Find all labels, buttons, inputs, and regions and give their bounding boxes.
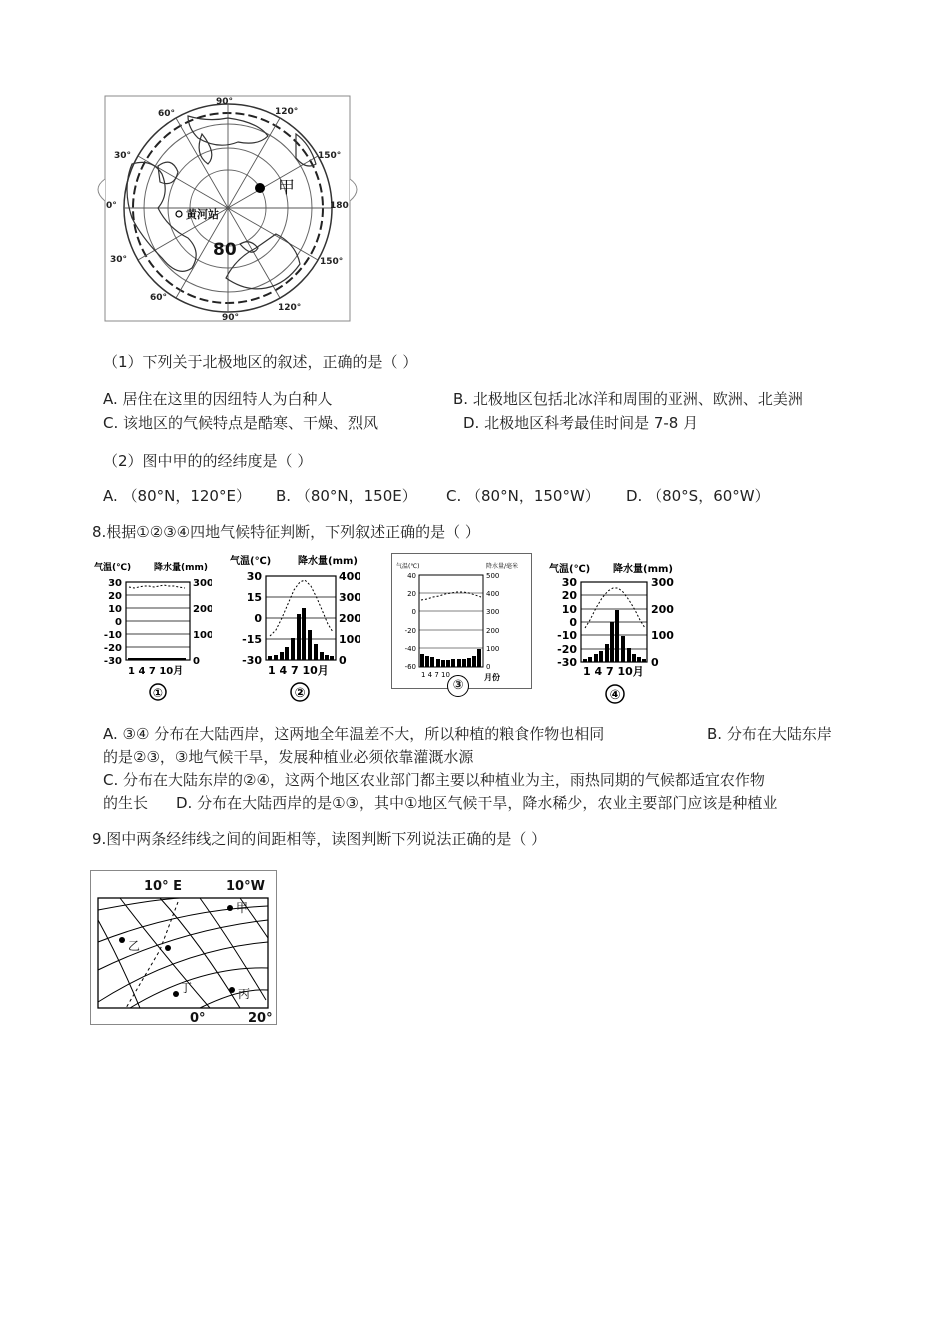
chart3-y-tick: -60 xyxy=(404,663,416,671)
chart1-y-tick: 30 xyxy=(108,578,122,589)
chart2-y2-tick: 100 xyxy=(339,633,360,646)
chart3-id: ③ xyxy=(447,675,469,697)
lon-label-0: 0° xyxy=(106,201,117,211)
chart3-x-ticks: 1 4 7 10 xyxy=(421,671,450,679)
chart3-x-label: 月份 xyxy=(484,673,500,682)
q8-option-a: A. ③④ 分布在大陆西岸，这两地全年温差不大，所以种植的粮食作物也相同 xyxy=(103,725,605,743)
arctic-polar-map xyxy=(92,94,364,324)
chart3-y-tick: 20 xyxy=(407,590,416,598)
chart1-y-tick: -20 xyxy=(103,643,122,654)
chart2-precip-label: 降水量(mm) xyxy=(298,556,358,567)
chart4-x-ticks: 1 4 7 10月 xyxy=(583,665,644,678)
q7-sub1-option-a: A. 居住在这里的因纽特人为白种人 xyxy=(103,390,333,408)
q7-sub2-option-a: A. （80°N，120°E） xyxy=(103,487,251,505)
chart4-y-tick: 10 xyxy=(561,603,577,616)
climate-chart-4 xyxy=(547,558,687,708)
grid-point-ding: 丁 xyxy=(180,981,193,995)
chart2-y2-tick: 200 xyxy=(339,612,360,625)
lon-label-90-top: 90° xyxy=(216,97,234,107)
chart3-y-tick: 40 xyxy=(407,572,416,580)
lon-label-120-top: 120° xyxy=(275,107,299,117)
lon-label-30-bottom: 30° xyxy=(110,255,128,265)
chart1-x-ticks: 1 4 7 10月 xyxy=(128,666,184,677)
lon-label-60-bottom: 60° xyxy=(150,293,168,303)
q7-sub1-option-b: B. 北极地区包括北冰洋和周围的亚洲、欧洲、北美洲 xyxy=(453,390,803,408)
chart1-id: ① xyxy=(152,686,164,700)
chart4-temp-label: 气温(℃) xyxy=(549,564,591,575)
grid-point-bing: 丙 xyxy=(238,987,251,1001)
q8-option-d: D. 分布在大陆西岸的是①③，其中①地区气候干旱，降水稀少，农业主要部门应该是种植业 xyxy=(176,794,778,812)
chart1-y-tick: -10 xyxy=(103,630,122,641)
grid-point-yi: 乙 xyxy=(128,939,141,953)
chart1-y-tick: -30 xyxy=(103,656,122,667)
chart4-precip-label: 降水量(mm) xyxy=(613,564,673,575)
chart4-y2-tick: 200 xyxy=(651,603,674,616)
q7-sub2-option-c: C. （80°N，150°W） xyxy=(446,487,600,505)
lon-label-60-top: 60° xyxy=(158,109,176,119)
climate-chart-1 xyxy=(92,556,212,708)
chart4-id: ④ xyxy=(609,688,621,703)
grid-point-jia: 甲 xyxy=(236,901,249,915)
q8-option-b: B. 分布在大陆东岸 xyxy=(707,725,832,743)
q7-sub1-stem: （1）下列关于北极地区的叙述，正确的是（ ） xyxy=(103,353,418,371)
point-jia-marker xyxy=(255,183,265,193)
grid-label-20: 20° xyxy=(248,1011,273,1026)
chart2-y-tick: -15 xyxy=(242,633,262,646)
grid-label-10w: 10°W xyxy=(226,879,265,894)
q8-option-c: C. 分布在大陆东岸的②④，这两个地区农业部门都主要以种植业为主，雨热同期的气候都适宜农作物 xyxy=(103,771,765,789)
label-jia: 甲 xyxy=(278,178,295,198)
climate-chart-2 xyxy=(228,552,360,708)
chart1-y2-tick: 100 xyxy=(193,630,212,641)
chart3-y-tick: -20 xyxy=(404,627,416,635)
q8-option-c-cont: 的生长 xyxy=(103,794,149,812)
chart2-y2-tick: 400 xyxy=(339,570,360,583)
chart2-y-tick: 15 xyxy=(246,591,262,604)
chart1-y-tick: 20 xyxy=(108,591,122,602)
chart1-y-tick: 10 xyxy=(108,604,122,615)
chart4-y-tick: -20 xyxy=(557,643,577,656)
lon-label-180: 180 xyxy=(330,201,349,211)
chart4-y-tick: 30 xyxy=(561,576,577,589)
chart2-y2-tick: 0 xyxy=(339,654,347,667)
chart3-y2-tick: 400 xyxy=(486,590,500,598)
q7-sub2-option-d: D. （80°S，60°W） xyxy=(626,487,770,505)
chart3-temp-label: 气温(℃) xyxy=(396,563,420,570)
chart4-y-tick: 0 xyxy=(569,616,577,629)
chart2-y-tick: -30 xyxy=(242,654,262,667)
chart2-x-ticks: 1 4 7 10月 xyxy=(268,664,329,677)
q7-sub1-option-d: D. 北极地区科考最佳时间是 7-8 月 xyxy=(463,414,699,432)
chart3-y2-tick: 500 xyxy=(486,572,500,580)
q7-sub1-option-c: C. 该地区的气候特点是酷寒、干燥、烈风 xyxy=(103,414,379,432)
label-station: 黄河站 xyxy=(186,208,219,221)
chart2-y-tick: 30 xyxy=(246,570,262,583)
chart3-y2-tick: 0 xyxy=(486,663,491,671)
chart1-precip-label: 降水量(mm) xyxy=(154,563,208,573)
chart4-y2-tick: 100 xyxy=(651,629,674,642)
q9-stem: 9.图中两条经纬线之间的间距相等，读图判断下列说法正确的是（ ） xyxy=(92,830,547,848)
lon-label-90-bottom: 90° xyxy=(222,313,240,323)
lon-label-150-bottom: 150° xyxy=(320,257,344,267)
lon-label-30-top: 30° xyxy=(114,151,132,161)
chart3-y2-tick: 300 xyxy=(486,608,500,616)
chart1-y2-tick: 0 xyxy=(193,656,200,667)
chart1-y2-tick: 200 xyxy=(193,604,212,615)
graticule-figure xyxy=(90,870,278,1026)
lon-label-120-bottom: 120° xyxy=(278,303,302,313)
chart3-y-tick: 0 xyxy=(411,608,416,616)
chart4-y-tick: -30 xyxy=(557,656,577,669)
chart2-temp-label: 气温(℃) xyxy=(230,556,272,567)
chart4-y2-tick: 300 xyxy=(651,576,674,589)
lon-label-150-top: 150° xyxy=(318,151,342,161)
q7-sub2-option-b: B. （80°N，150E） xyxy=(276,487,417,505)
chart4-y2-tick: 0 xyxy=(651,656,659,669)
chart3-precip-label: 降水量/毫米 xyxy=(486,563,519,570)
chart1-y2-tick: 300 xyxy=(193,578,212,589)
q8-stem: 8.根据①②③④四地气候特征判断，下列叙述正确的是（ ） xyxy=(92,523,480,541)
chart1-temp-label: 气温(℃) xyxy=(94,563,132,573)
lat-label-80: 80 xyxy=(213,240,237,260)
chart2-y2-tick: 300 xyxy=(339,591,360,604)
chart4-y-tick: 20 xyxy=(561,589,577,602)
chart2-y-tick: 0 xyxy=(254,612,262,625)
chart2-id: ② xyxy=(294,686,306,701)
chart3-y2-tick: 200 xyxy=(486,627,500,635)
chart4-y-tick: -10 xyxy=(557,629,577,642)
chart3-y-tick: -40 xyxy=(404,645,416,653)
chart1-y-tick: 0 xyxy=(115,617,122,628)
q8-option-b-cont: 的是②③，③地气候干旱，发展种植业必须依靠灌溉水源 xyxy=(103,748,474,766)
grid-label-10e: 10° E xyxy=(144,879,182,894)
grid-label-0: 0° xyxy=(190,1011,206,1026)
q7-sub2-stem: （2）图中甲的的经纬度是（ ） xyxy=(103,452,313,470)
climate-chart-3 xyxy=(391,553,532,693)
chart3-y2-tick: 100 xyxy=(486,645,500,653)
